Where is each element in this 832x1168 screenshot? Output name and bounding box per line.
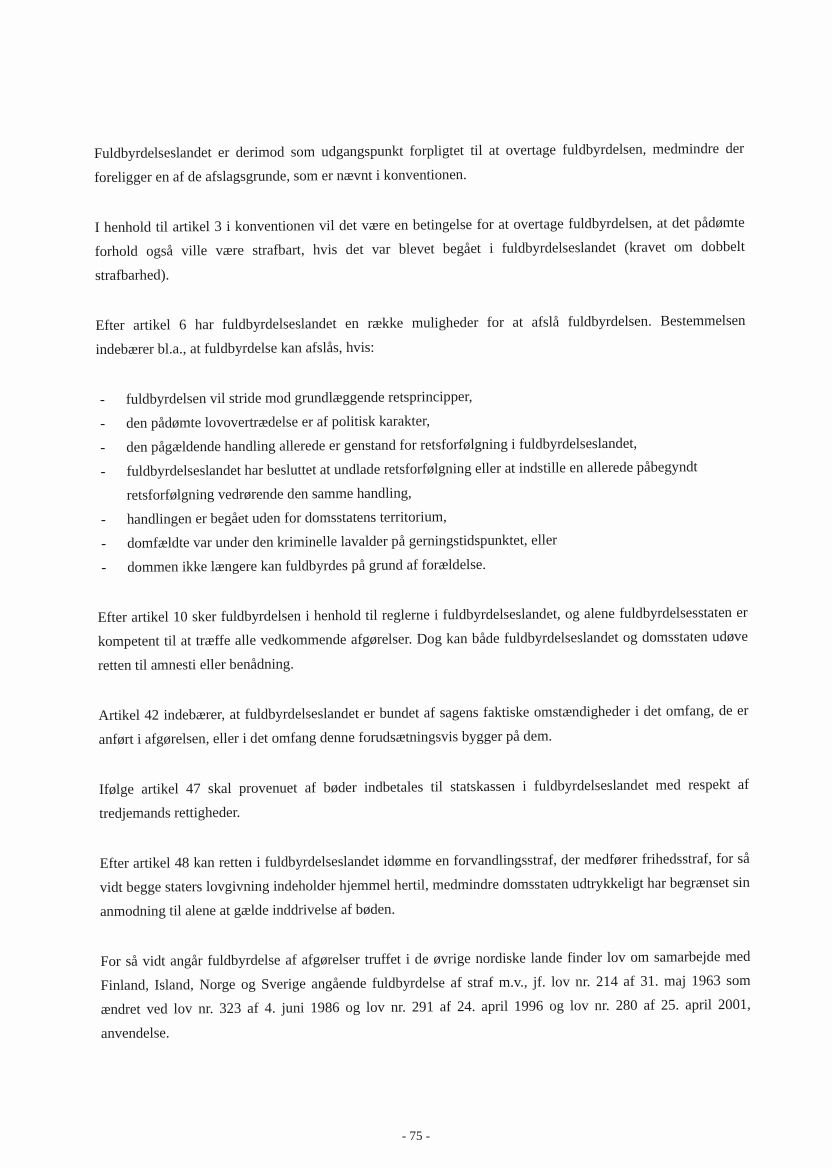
bullet-dash: -: [100, 511, 106, 528]
list-item: - fuldbyrdelseslandet har besluttet at undlade retsforfølgning eller at indstille en allerede påbegyndt retsforfølgning vedrørende den samme handling,: [100, 459, 698, 504]
list-item: - den pådømte lovovertrædelse er af politisk karakter,: [96, 407, 746, 436]
paragraph-7: Efter artikel 48 kan retten i fuldbyrdelseslandet idømme en forvandlingsstraf, der medfører frihedsstraf, for så vidt begge staters lovgivning indeholder hjemmel hertil, medmindre domsstaten udtrykkeligt har begrænset sin anmodning til alene at gælde inddrivelse af bøden.: [99, 850, 750, 920]
paragraph-4: Efter artikel 10 sker fuldbyrdelsen i henhold til reglerne i fuldbyrdelseslandet, og alene fuldbyrdelsesstaten er kompetent til at træffe alle vedkommende afgørelser. Dog kan både fuldbyrdelseslandet og domsstaten udøve retten til amnesti eller benådning.: [97, 604, 748, 674]
list-item: - handlingen er begået uden for domsstatens territorium,: [97, 503, 747, 532]
paragraph-1: Fuldbyrdelseslandet er derimod som udgangspunkt forpligtet til at overtage fuldbyrdelsen, medmindre der foreligger en af de afslagsgrunde, som er nævnt i konventionen.: [94, 140, 745, 186]
page-number: - 75 -: [401, 1128, 431, 1143]
list-item: - fuldbyrdelsen vil stride mod grundlæggende retsprincipper,: [96, 383, 746, 412]
bullet-dash: -: [100, 415, 106, 432]
bullet-dash: -: [101, 535, 107, 552]
bullet-dash: -: [100, 439, 106, 456]
paragraph-5: Artikel 42 indebærer, at fuldbyrdelseslandet er bundet af sagens faktiske omstændigheder i det omfang, de er anført i afgørelsen, eller i det omfang denne forudsætningsvis bygger på dem.: [98, 702, 749, 748]
list-item: - dommen ikke længere kan fuldbyrdes på grund af forældelse.: [97, 551, 747, 580]
bullet-dash: -: [99, 391, 105, 408]
list-item: - den pågældende handling allerede er genstand for retsforfølgning i fuldbyrdelseslandet,: [96, 431, 746, 460]
refusal-grounds-list: [96, 383, 747, 580]
bullet-dash: -: [101, 559, 107, 576]
list-item: - domfældte var under den kriminelle lavalder på gerningstidspunktet, eller: [97, 527, 747, 556]
paragraph-8: For så vidt angår fuldbyrdelse af afgørelser truffet i de øvrige nordiske lande finder lov om samarbejde med Finland, Island, Norge og Sverige angående fuldbyrdelse af straf m.v., jf. lov nr. 214 af 31. maj 1963 som ændret ved lov nr. 323 af 4. juni 1986 og lov nr. 291 af 24. april 1996 og lov nr. 280 af 25. april 2001, anvendelse.: [100, 948, 751, 1042]
bullet-dash: -: [100, 463, 106, 480]
document-body: [94, 137, 751, 1072]
paragraph-3: Efter artikel 6 har fuldbyrdelseslandet en række muligheder for at afslå fuldbyrdelsen. Bestemmelsen indebærer bl.a., at fuldbyrdelse kan afslås, hvis:: [95, 312, 746, 358]
paragraph-6: Ifølge artikel 47 skal provenuet af bøder indbetales til statskassen i fuldbyrdelseslandet med respekt af tredjemands rettigheder.: [99, 776, 750, 822]
paragraph-2: I henhold til artikel 3 i konventionen vil det være en betingelse for at overtage fuldbyrdelsen, at det pådømte forhold også ville være strafbart, hvis det var blevet begået i fuldbyrdelseslandet (kravet om dobbelt strafbarhed).: [94, 214, 745, 284]
